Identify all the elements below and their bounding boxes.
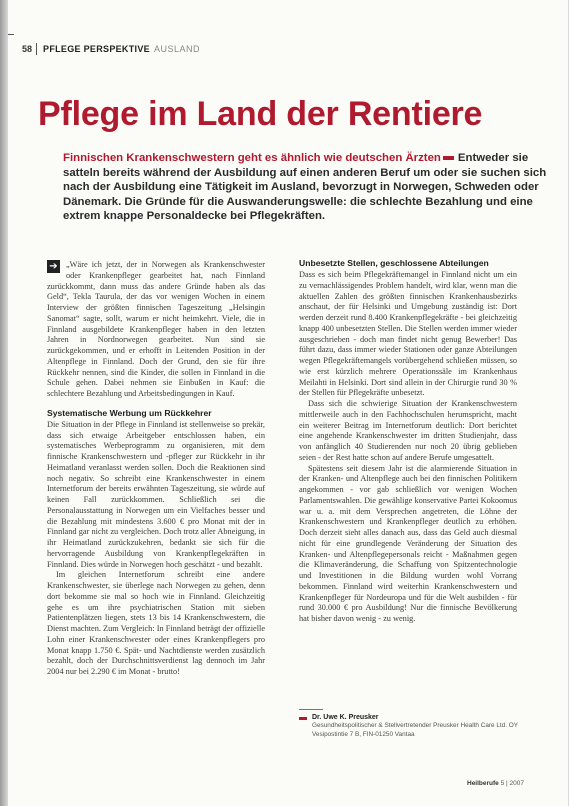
intro-text: „Wäre ich jetzt, der in Norwegen als Krankenschwester oder Krankenpfleger gearbeitet hat, nach Finnland zurückkommt, dann muss das andere Gründe haben als das Geld“, Tekla Taurula, der das vor wenigen Wochen in einem Interview der größten finnischen Tageszeitung „Helsingin Sanomat“ sagte, sollt, warum er nicht heimkehrt. Viele, die in Finnland ausgebildete Krankenpfleger haben in den letzten Jahren in Nordnorwegen gearbeitet. Nun sind sie zurückgekommen, und er erhofft in Leitenden Position in der Altenpflege in Finnland. Doch der Grund, den sie für ihre Rückkehr nennen, sind die Kinder, die sollen in Finnland in die Schule gehen. Dabei nehmen sie Einbußen in Kauf: die schlechtere Bezahlung und Arbeitsbedingungen in Kauf. — [47, 260, 265, 398]
magazine-name: Heilberufe — [467, 780, 499, 787]
author-address: Vesipostintie 7 B, FIN-01250 Vantaa — [312, 730, 415, 738]
article-title: Pflege im Land der Rentiere — [38, 95, 483, 133]
author-name: Dr. Uwe K. Preusker — [312, 714, 379, 721]
lead-highlight: Finnischen Krankenschwestern geht es ähnlich wie deutschen Ärzten — [63, 152, 441, 164]
left-column — [47, 260, 265, 678]
page-footer — [467, 780, 524, 787]
section-name: PFLEGE PERSPEKTIVE — [43, 44, 150, 54]
running-head-divider — [36, 43, 37, 55]
lead-dash — [443, 156, 454, 160]
arrow-right-icon: ➔ — [47, 260, 60, 273]
subheading-vacancies: Unbesetzte Stellen, geschlossene Abteilungen — [299, 258, 489, 268]
article-lead — [63, 151, 551, 224]
intro-paragraph — [47, 260, 265, 400]
page-shadow — [0, 0, 8, 806]
top-rule — [8, 34, 14, 35]
running-head — [22, 43, 200, 55]
page-number: 58 — [22, 44, 33, 54]
lead-text: Entweder sie satteln bereits während der Ausbildung auf einen anderen Beruf um oder sie suchen sich nach der Ausbildung eine Tätigkeit im Ausland, bevorzugt in Norwegen, Schweden oder Dänemark. Die Gründe für die Auswanderungswelle: die schlechte Bezahlung und eine extrem knappe Personaldecke bei Pflegekräften. — [63, 152, 547, 223]
author-affiliation: Gesundheitspolitischer & Stellvertretender Preusker Health Care Ltd. OY — [312, 722, 519, 730]
magazine-page — [8, 0, 568, 806]
author-box — [299, 714, 529, 739]
author-name-row — [299, 714, 529, 722]
body-paragraph: Dass es sich beim Pflegekräftemangel in Finnland nicht um ein zu vernachlässigendes Problem handelt, wird klar, wenn man die aktuellen Zahlen des größten finnischen Krankenhausbezirks anschaut, der für Helsinki und Umgebung zuständig ist: Dort werden derzeit rund 8.400 Krankenpflegekräfte - bei gleichzeitig knapp 400 unbesetzten Stellen. Die Stellen werden immer wieder ausgeschrieben - doch man findet nicht genug Bewerber! Das führt dazu, dass immer wieder Stationen oder ganze Abteilungen wegen Pflegekräftemangels vorübergehend schließen müssen, so wie erst kürzlich mehrere Operationssäle im Krankenhaus Meilahti in Helsinki. Dort sind allein in der Chirurgie rund 30 % der Stellen für Pflegekräfte unbesetzt. — [299, 270, 517, 398]
subsection-name: AUSLAND — [153, 44, 200, 54]
right-column — [299, 258, 517, 625]
author-marker — [299, 717, 307, 720]
author-rule — [299, 709, 323, 710]
body-paragraph: Spätestens seit diesem Jahr ist die alarmierende Situation in der Kranken- und Altenpflege auch bei den finnischen Politikern angekommen - vor gab schließlich vor wenigen Wochen Parlamentswahlen. Die gewählige konservative Partei Kokoomus war u. a. mit dem Versprechen angetreten, die Löhne der Krankenschwestern und Krankenpfleger deutlich zu erhöhen. Doch derzeit sieht alles danach aus, dass das Geld auch diesmal nicht für eine grundlegende Veränderung der Situation des Kranken- und Altenpflegepersonals reicht - Maßnahmen gegen die Klimaveränderung, die Schaffung von Spitzentechnologie und Investitionen in die Bildung wurden wohl Vorrang bekommen. Finnland wird weiterhin Krankenschwestern und Krankenpfleger für Nordeuropa und für die Welt ausbilden - für rund 30.000 € pro Ausbildung! Nur die finnische Bevölkerung hat bisher davon wenig - zu wenig. — [299, 463, 517, 623]
body-paragraph: Dass sich die schwierige Situation der Krankenschwestern mittlerweile auch in den Fachhochschulen herumspricht, macht ein weiterer Beitrag im Internetforum deutlich: Dort berichtet eine angehende Krankenschwester im dritten Studienjahr, dass von anfänglich 40 Studierenden nur noch 20 übrig geblieben seien - der Rest hatte schon auf andere Berufe umgesattelt. — [299, 399, 517, 462]
issue-number: 5 | 2007 — [500, 780, 524, 787]
body-paragraph: Im gleichen Internetforum schreibt eine andere Krankenschwester, sie überlege nach Norwegen zu gehen, denn dort bekomme sie mal so hoch wie in Finnland. Gleichzeitig gehe es um ihre psychiatrischen Station mit sieben Patientenplätzen liegen, stets 13 bis 14 Krankenschwestern, die Dienst machten. Zum Vergleich: In Finnland beträgt der offizielle Lohn einer Krankenschwester oder eines Krankenpflegers pro Monat knapp 1.750 €. Spät- und Nachtdienste werden zusätzlich bezahlt, doch der Durchschnittsverdienst lag dennoch im Jahr 2004 nur bei 2.290 € im Monat - brutto! — [47, 570, 265, 676]
subheading-recruitment: Systematische Werbung um Rückkehrer — [47, 407, 212, 418]
body-paragraph: Die Situation in der Pflege in Finnland ist stellenweise so prekär, dass sich etwaige Arbeitgeber entschlossen haben, ein systematisches Werbeprogramm zu organisieren, mit dem finnische Krankenschwestern und -pfleger zur Rückkehr in ihr Heimatland veranlasst werden sollen. Doch die Reaktionen sind noch negativ. So schreibt eine Krankenschwester in einem Internetforum der bereits erwähnten Tageszeitung, sie würde auf keinen Fall zurückkommen. Schließlich sei die Personalausstattung in Norwegen um ein Vielfaches besser und die Bezahlung mit mindestens 3.600 € pro Monat mit der in Finnland gar nicht zu vergleichen. Doch trotz aller Abneigung, in ihr Heimatland zurückzukehren, bedankt sie sich für die hervorragende Ausbildung von Krankenpflegekräften in Finnland. Dies würde in Norwegen hoch geschätzt - und bezahlt. — [47, 419, 265, 569]
